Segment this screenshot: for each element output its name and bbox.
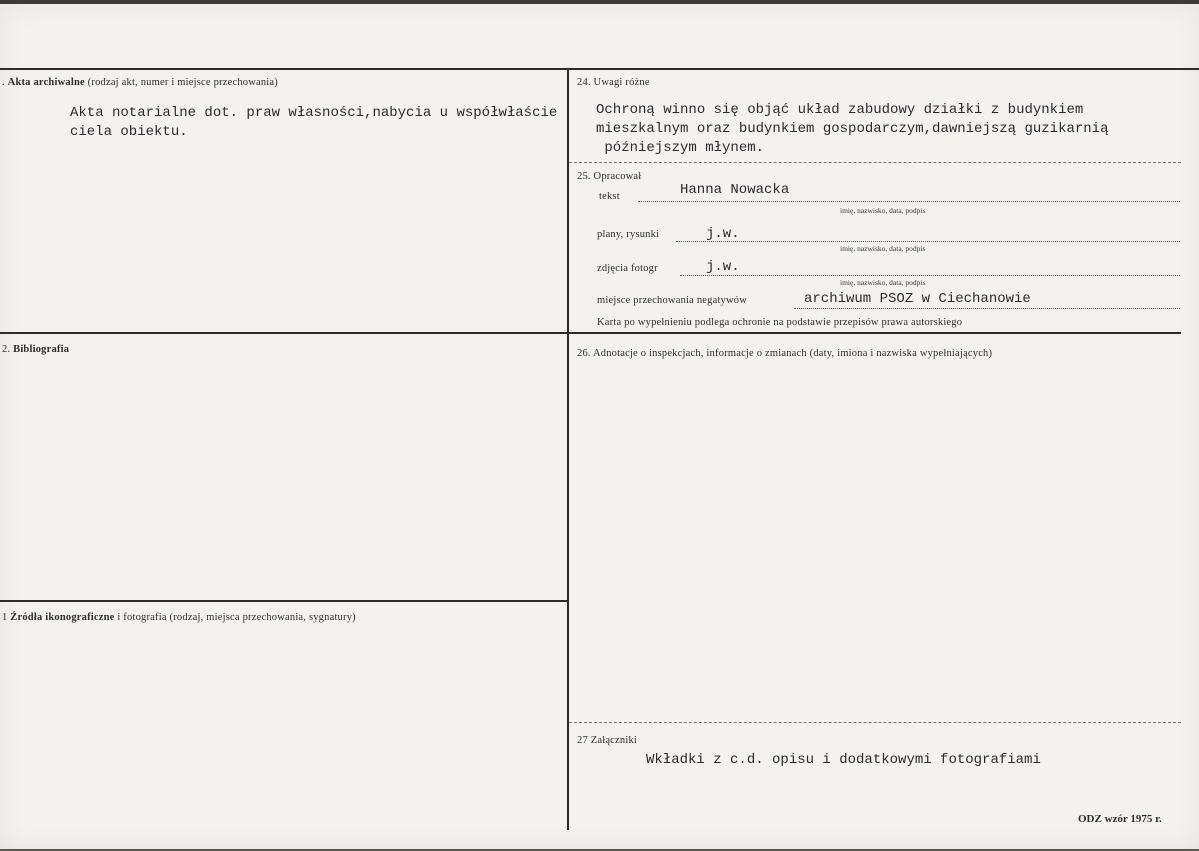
- top-rule: [0, 68, 1199, 70]
- negatywy-dotline: [794, 308, 1180, 309]
- plany-dotline: [676, 241, 1180, 242]
- left-rule-1: [0, 332, 567, 334]
- s24-text-line-2: mieszkalnym oraz budynkiem gospodarczym,dawniejszą guzikarnią: [596, 121, 1109, 137]
- record-card: [0, 4, 1199, 849]
- s22-label: 2. Bibliografia: [2, 344, 70, 355]
- negatywy-label: miejsce przechowania negatywów: [597, 295, 748, 306]
- s27-text: Wkładki z c.d. opisu i dodatkowymi fotografiami: [646, 752, 1041, 768]
- right-rule-2: [569, 332, 1181, 334]
- plany-value: j.w.: [706, 226, 740, 242]
- s27-label: 27 Załączniki: [577, 735, 638, 746]
- s24-text-line-3: późniejszym młynem.: [596, 140, 765, 156]
- tekst-dotline: [638, 201, 1180, 202]
- plany-hint: imię, nazwisko, data, podpis: [840, 244, 926, 253]
- s23-text-line-1: Akta notarialne dot. praw własności,nabycia u współwłaście: [70, 105, 558, 121]
- tekst-label: tekst: [599, 191, 620, 202]
- right-rule-3: [569, 722, 1181, 723]
- s23-text-line-2: ciela obiektu.: [70, 124, 188, 140]
- s24-label: 24. Uwagi różne: [577, 77, 650, 88]
- zdjecia-dotline: [680, 275, 1180, 276]
- s25-label: 25. Opracował: [577, 171, 642, 182]
- tekst-value: Hanna Nowacka: [680, 182, 790, 198]
- s24-text-line-1: Ochroną winno się objąć układ zabudowy działki z budynkiem: [596, 102, 1084, 118]
- copyright-note: Karta po wypełnieniu podlega ochronie na podstawie przepisów prawa autorskiego: [597, 317, 963, 328]
- form-footer: ODZ wzór 1975 r.: [1078, 813, 1162, 825]
- negatywy-value: archiwum PSOZ w Ciechanowie: [804, 291, 1031, 307]
- s23-label: . Akta archiwalne (rodzaj akt, numer i miejsce przechowania): [2, 77, 278, 88]
- s21-label: 1 Źródła ikonograficzne i fotografia (rodzaj, miejsca przechowania, sygnatury): [2, 612, 356, 623]
- s26-label: 26. Adnotacje o inspekcjach, informacje o zmianach (daty, imiona i nazwiska wypełniających): [577, 348, 993, 359]
- left-rule-2: [0, 600, 567, 602]
- zdjecia-label: zdjęcia fotogr: [597, 263, 658, 274]
- center-divider: [567, 68, 569, 830]
- plany-label: plany, rysunki: [597, 229, 660, 240]
- zdjecia-hint: imię, nazwisko, data, podpis: [840, 278, 926, 287]
- right-rule-1: [569, 162, 1181, 163]
- zdjecia-value: j.w.: [706, 259, 740, 275]
- tekst-hint: imię, nazwisko, data, podpis: [840, 206, 926, 215]
